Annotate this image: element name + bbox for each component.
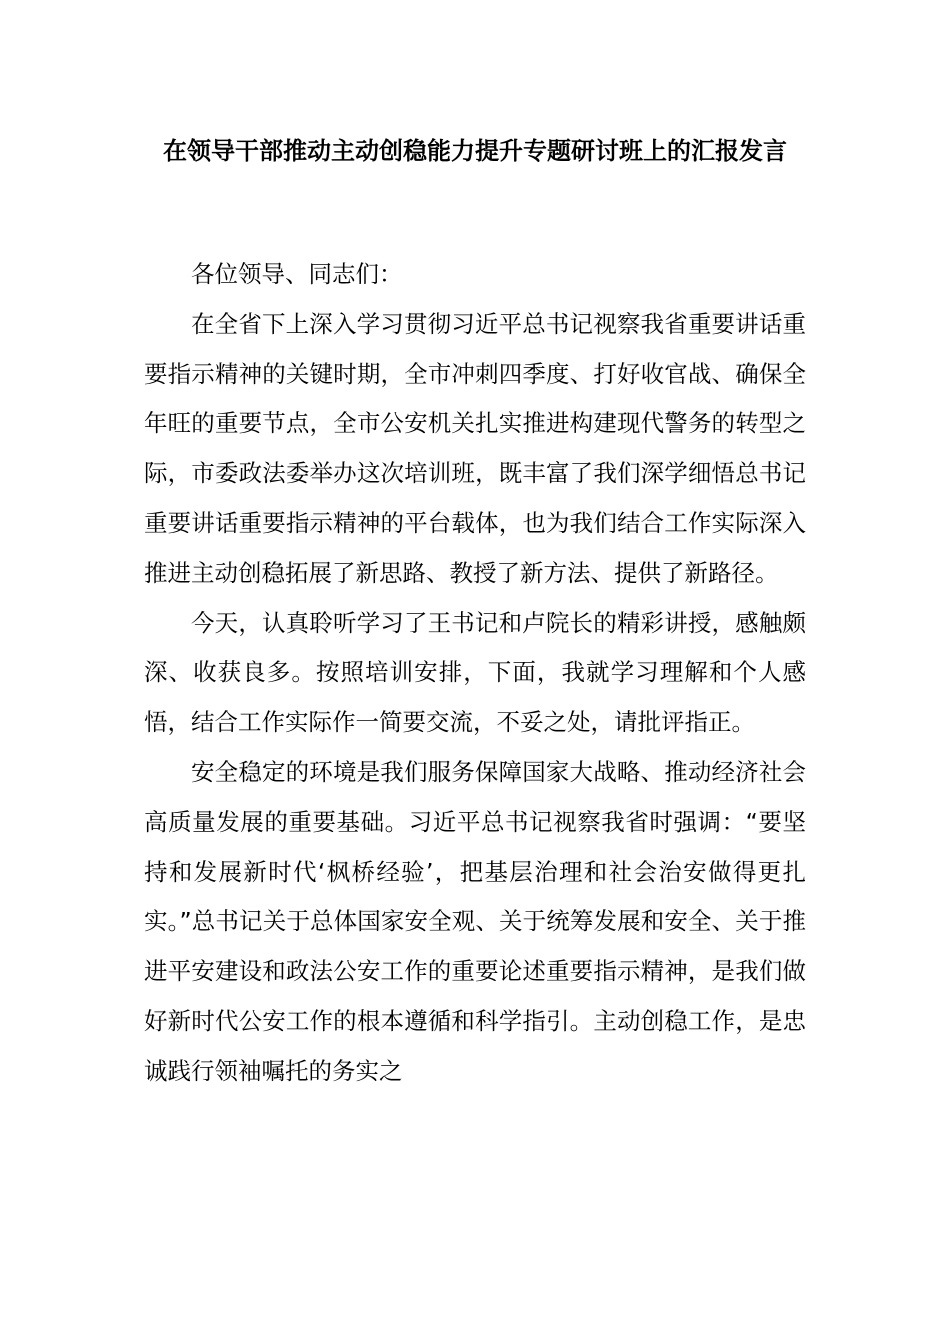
body-paragraph: 今天，认真聆听学习了王书记和卢院长的精彩讲授，感触颇深、收获良多。按照培训安排，下面，我就学习理解和个人感悟，结合工作实际作一简要交流，不妥之处，请批评指正。 bbox=[144, 608, 806, 737]
body-paragraph: 在全省下上深入学习贯彻习近平总书记视察我省重要讲话重要指示精神的关键时期，全市冲刺四季度、打好收官战、确保全年旺的重要节点，全市公安机关扎实推进构建现代警务的转型之际，市委政法委举办这次培训班，既丰富了我们深学细悟总书记重要讲话重要指示精神的平台载体，也为我们结合工作实际深入推进主动创稳拓展了新思路、教授了新方法、提供了新路径。 bbox=[144, 309, 806, 587]
salutation-paragraph: 各位领导、同志们： bbox=[191, 260, 403, 288]
document-body bbox=[144, 250, 806, 1097]
body-paragraph: 安全稳定的环境是我们服务保障国家大战略、推动经济社会高质量发展的重要基础。习近平总书记视察我省时强调：“要坚持和发展新时代‘枫桥经验’，把基层治理和社会治安做得更扎实。”总书记关于总体国家安全观、关于统筹发展和安全、关于推进平安建设和政法公安工作的重要论述重要指示精神，是我们做好新时代公安工作的根本遵循和科学指引。主动创稳工作，是忠诚践行领袖嘱托的务实之 bbox=[144, 757, 806, 1085]
document-title: 在领导干部推动主动创稳能力提升专题研讨班上的汇报发言 bbox=[163, 137, 787, 165]
